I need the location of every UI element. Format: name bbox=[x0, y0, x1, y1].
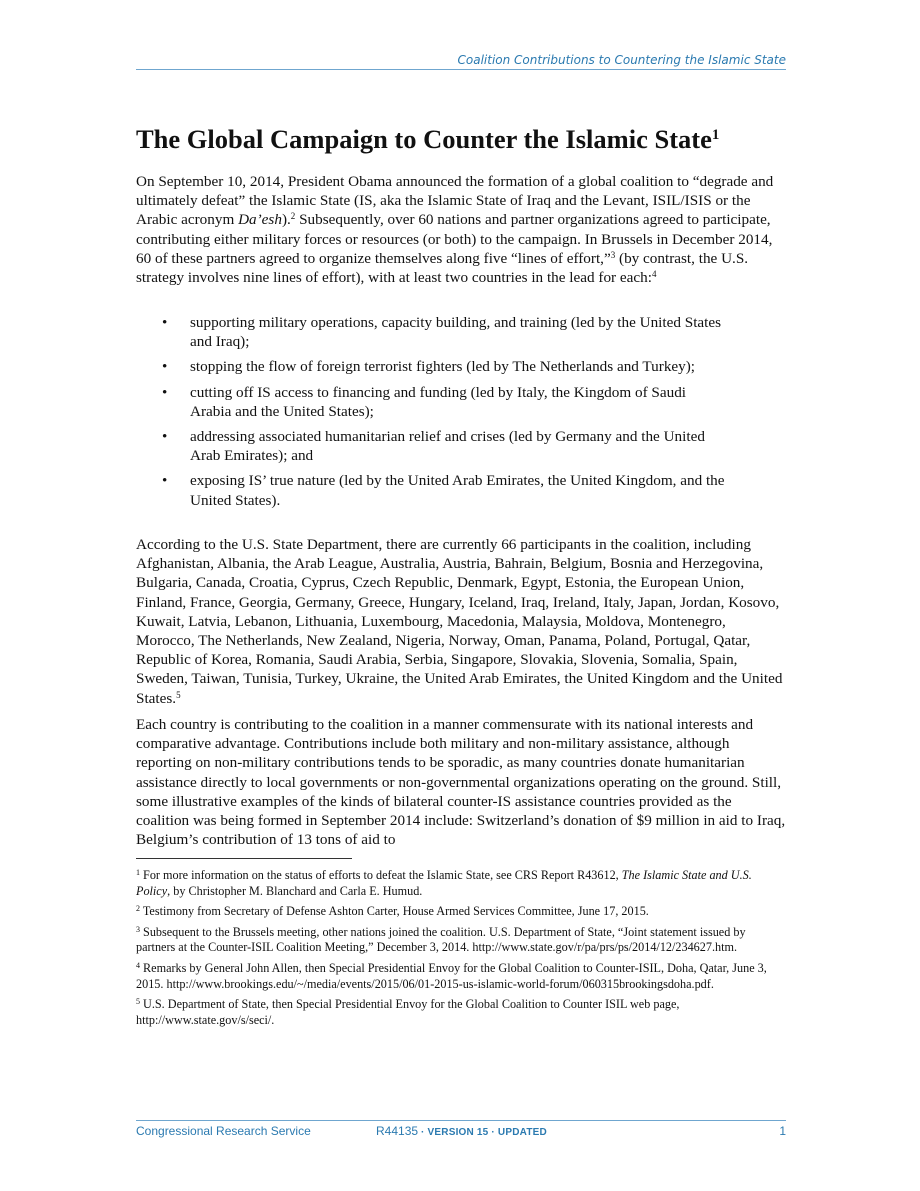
header-rule bbox=[136, 69, 786, 70]
footnote-3 bbox=[136, 925, 786, 956]
footnote-text: For more information on the status of efforts to defeat the Islamic State, see CRS Report R43612, bbox=[140, 868, 622, 882]
bullet-marker: • bbox=[162, 383, 168, 401]
footnote-text: Testimony from Secretary of Defense Ashton Carter, House Armed Services Committee, June 17, 2015. bbox=[140, 904, 649, 919]
footnote-text: Remarks by General John Allen, then Special Presidential Envoy for the Global Coalition to Counter-ISIL, Doha, Qatar, June 3, 2015. http://www.brookings.edu/~/media/events/2015/06/01-2015-us-islamic-world-forum/060315brookingsdoha.pdf. bbox=[136, 960, 767, 991]
lines-of-effort-list bbox=[136, 313, 786, 516]
footnote-text: U.S. Department of State, then Special Presidential Envoy for the Global Coalition to Counter ISIL web page, http://www.state.gov/s/seci/. bbox=[136, 997, 680, 1027]
intro-text-c: Subsequently, over 60 nations and partner organizations agreed to participate, contributing either military forces or resources (or both) to the campaign. In Brussels in December 2014, 60 of these partners agreed to organize themselves along five “lines of effort,” bbox=[136, 211, 773, 267]
list-item-text: exposing IS’ true nature (led by the United Arab Emirates, the United Kingdom, and the United States). bbox=[190, 472, 725, 509]
list-item-text: supporting military operations, capacity building, and training (led by the United States and Iraq); bbox=[190, 314, 722, 351]
version-label: · VERSION 15 · UPDATED bbox=[418, 1127, 547, 1138]
footnote-ref-2[interactable]: 2 bbox=[290, 211, 296, 222]
page-title bbox=[136, 124, 796, 155]
footnote-2 bbox=[136, 904, 786, 920]
list-item bbox=[136, 357, 730, 376]
footnote-5 bbox=[136, 997, 786, 1028]
list-item bbox=[136, 383, 730, 421]
bullet-marker: • bbox=[162, 472, 168, 490]
footnotes bbox=[136, 868, 786, 1033]
page-number: 1 bbox=[779, 1124, 786, 1138]
list-item-text: stopping the flow of foreign terrorist fighters (led by The Netherlands and Turkey); bbox=[190, 358, 696, 376]
footnote-4 bbox=[136, 961, 786, 992]
footnote-rule bbox=[136, 858, 352, 859]
footer-report-id bbox=[376, 1124, 547, 1138]
footer-org: Congressional Research Service bbox=[136, 1124, 311, 1138]
list-item-text: addressing associated humanitarian relief and crises (led by Germany and the United Arab Emirates); and bbox=[190, 428, 705, 465]
title-text: The Global Campaign to Counter the Islamic State bbox=[136, 124, 712, 154]
footnote-ref-5[interactable]: 5 bbox=[176, 689, 181, 700]
running-header: Coalition Contributions to Countering the Islamic State bbox=[457, 53, 786, 67]
report-number: R44135 bbox=[376, 1124, 419, 1138]
bullet-marker: • bbox=[162, 314, 168, 331]
footnote-ref-4[interactable]: 4 bbox=[651, 269, 657, 280]
intro-text-b: ). bbox=[281, 211, 291, 229]
bullet-marker: • bbox=[162, 428, 168, 446]
footnote-number: 2 bbox=[136, 904, 140, 914]
footnote-1 bbox=[136, 868, 786, 899]
footnote-text: Subsequent to the Brussels meeting, other nations joined the coalition. U.S. Department of State, “Joint statement issued by partners at the Counter-ISIL Coalition Meeting,” December 3, 2014. http://www.state.gov/r/pa/prs/ps/2014/12/234627.htm. bbox=[136, 924, 746, 955]
list-item-text: cutting off IS access to financing and funding (led by Italy, the Kingdom of Saudi Arabia and the United States); bbox=[190, 383, 687, 420]
footnote-report-title: The Islamic State and U.S. Policy bbox=[136, 868, 752, 898]
footnote-number: 5 bbox=[136, 997, 140, 1007]
participants-text: According to the U.S. State Department, there are currently 66 participants in the coalition, including Afghanistan, Albania, the Arab League, Australia, Austria, Bahrain, Belgium, Bosnia and Herzegovina, Bulgaria, Canada, Croatia, Cyprus, Czech Republic, Denmark, Egypt, Estonia, the European Union, Finland, France, Georgia, Germany, Greece, Hungary, Iceland, Iraq, Ireland, Italy, Japan, Jordan, Kosovo, Kuwait, Latvia, Lebanon, Lithuania, Luxembourg, Macedonia, Malaysia, Moldova, Montenegro, Morocco, The Netherlands, New Zealand, Nigeria, Norway, Oman, Panama, Poland, Portugal, Qatar, Republic of Korea, Romania, Saudi Arabia, Serbia, Singapore, Slovakia, Slovenia, Somalia, Spain, Sweden, Taiwan, Tunisia, Turkey, Ukraine, the United Arab Emirates, the United Kingdom and the United States. bbox=[136, 536, 783, 707]
footnote-number: 1 bbox=[136, 868, 140, 877]
page-footer bbox=[136, 1124, 786, 1140]
bullet-marker: • bbox=[162, 358, 168, 376]
list-item bbox=[136, 427, 730, 465]
footnote-number: 3 bbox=[136, 924, 140, 934]
participants-paragraph bbox=[136, 535, 786, 708]
contributions-paragraph bbox=[136, 715, 786, 849]
intro-text-daesh: Da’esh bbox=[238, 211, 282, 229]
footer-rule bbox=[136, 1120, 786, 1121]
list-item bbox=[136, 471, 730, 509]
intro-text-d: (by contrast, the U.S. strategy involves nine lines of effort), with at least two countries in the lead for each: bbox=[136, 249, 749, 287]
contributions-text: Each country is contributing to the coalition in a manner commensurate with its national interests and comparative advantage. Contributions include both military and non-military assistance, although reporting on non-military contributions tends to be sporadic, as many countries donate humanitarian assistance directly to local governments or non-governmental organizations operating on the ground. Still, some illustrative examples of the kinds of bilateral counter-IS assistance countries provided as the coalition was being formed in September 2014 include: Switzerland’s donation of $9 million in aid to Iraq, Belgium’s contribution of 13 tons of aid to bbox=[136, 716, 786, 849]
list-item bbox=[136, 313, 730, 351]
intro-text-a: On September 10, 2014, President Obama announced the formation of a global coalition to “degrade and ultimately defeat” the Islamic State (IS, aka the Islamic State of Iraq and the Levant, ISIL/ISIS or the Arabic acronym bbox=[136, 173, 774, 229]
footnote-number: 4 bbox=[136, 960, 140, 970]
title-footnote-ref[interactable]: 1 bbox=[711, 127, 720, 143]
footnote-ref-3[interactable]: 3 bbox=[610, 249, 616, 260]
intro-paragraph bbox=[136, 172, 786, 287]
footnote-text: , by Christopher M. Blanchard and Carla E. Humud. bbox=[167, 883, 423, 898]
